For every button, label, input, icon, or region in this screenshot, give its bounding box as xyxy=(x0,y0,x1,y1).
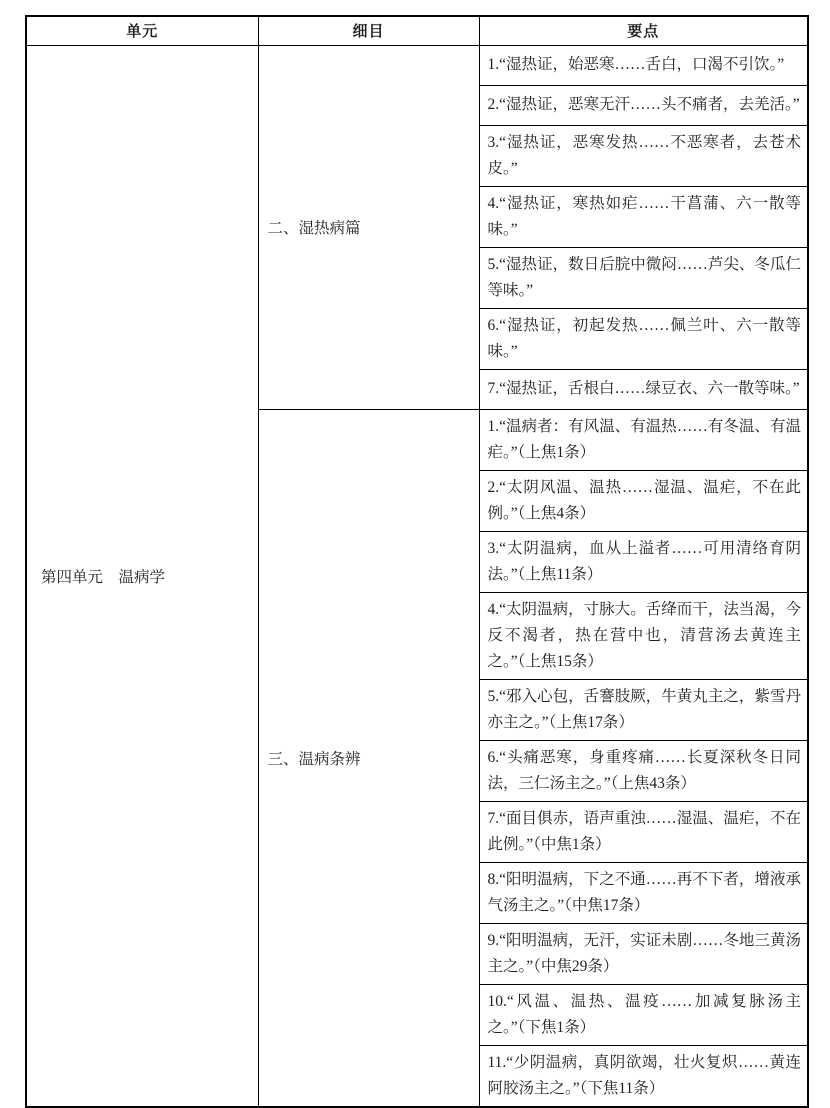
subcategory-cell-wenbingtiaobian: 三、温病条辨 xyxy=(258,409,479,1107)
col-header-subcategory: 细目 xyxy=(258,16,479,45)
keypoint-cell: 8.“阳明温病，下之不通……再不下者，增液承气汤主之。”（中焦17条） xyxy=(479,862,808,923)
unit-cell: 第四单元 温病学 xyxy=(26,45,258,1107)
keypoint-cell: 7.“面目俱赤，语声重浊……湿温、温疟，不在此例。”（中焦1条） xyxy=(479,801,808,862)
header-row xyxy=(26,16,808,45)
keypoint-cell: 5.“湿热证，数日后脘中微闷……芦尖、冬瓜仁等味。” xyxy=(479,247,808,308)
keypoint-cell: 6.“湿热证，初起发热……佩兰叶、六一散等味。” xyxy=(479,308,808,369)
keypoint-cell: 10.“风温、温热、温疫……加减复脉汤主之。”（下焦1条） xyxy=(479,984,808,1045)
keypoint-cell: 4.“太阴温病，寸脉大。舌绛而干，法当渴，今反不渴者，热在营中也，清营汤去黄连主之。”（上焦15条） xyxy=(479,592,808,679)
keypoint-cell: 5.“邪入心包，舌謇肢厥，牛黄丸主之，紫雪丹亦主之。”（上焦17条） xyxy=(479,679,808,740)
keypoint-cell: 2.“太阴风温、温热……湿温、温疟，不在此例。”（上焦4条） xyxy=(479,470,808,531)
syllabus-table xyxy=(25,15,809,1108)
keypoint-cell: 3.“湿热证，恶寒发热……不恶寒者，去苍术皮。” xyxy=(479,125,808,186)
keypoint-cell: 4.“湿热证，寒热如疟……干菖蒲、六一散等味。” xyxy=(479,186,808,247)
col-header-keypoints: 要点 xyxy=(479,16,808,45)
table-row xyxy=(26,45,808,85)
keypoint-cell: 2.“湿热证，恶寒无汗……头不痛者，去羌活。” xyxy=(479,85,808,125)
keypoint-cell: 3.“太阴温病，血从上溢者……可用清络育阴法。”（上焦11条） xyxy=(479,531,808,592)
keypoint-cell: 1.“湿热证，始恶寒……舌白，口渴不引饮。” xyxy=(479,45,808,85)
keypoint-cell: 9.“阳明温病，无汗，实证未剧……冬地三黄汤主之。”（中焦29条） xyxy=(479,923,808,984)
keypoint-cell: 6.“头痛恶寒，身重疼痛……长夏深秋冬日同法，三仁汤主之。”（上焦43条） xyxy=(479,740,808,801)
keypoint-cell: 1.“温病者：有风温、有温热……有冬温、有温疟。”（上焦1条） xyxy=(479,409,808,470)
keypoint-cell: 7.“湿热证，舌根白……绿豆衣、六一散等味。” xyxy=(479,369,808,409)
keypoint-cell: 11.“少阴温病，真阴欲竭，壮火复炽……黄连阿胶汤主之。”（下焦11条） xyxy=(479,1045,808,1107)
col-header-unit: 单元 xyxy=(26,16,258,45)
subcategory-cell-shirebing: 二、湿热病篇 xyxy=(258,45,479,409)
